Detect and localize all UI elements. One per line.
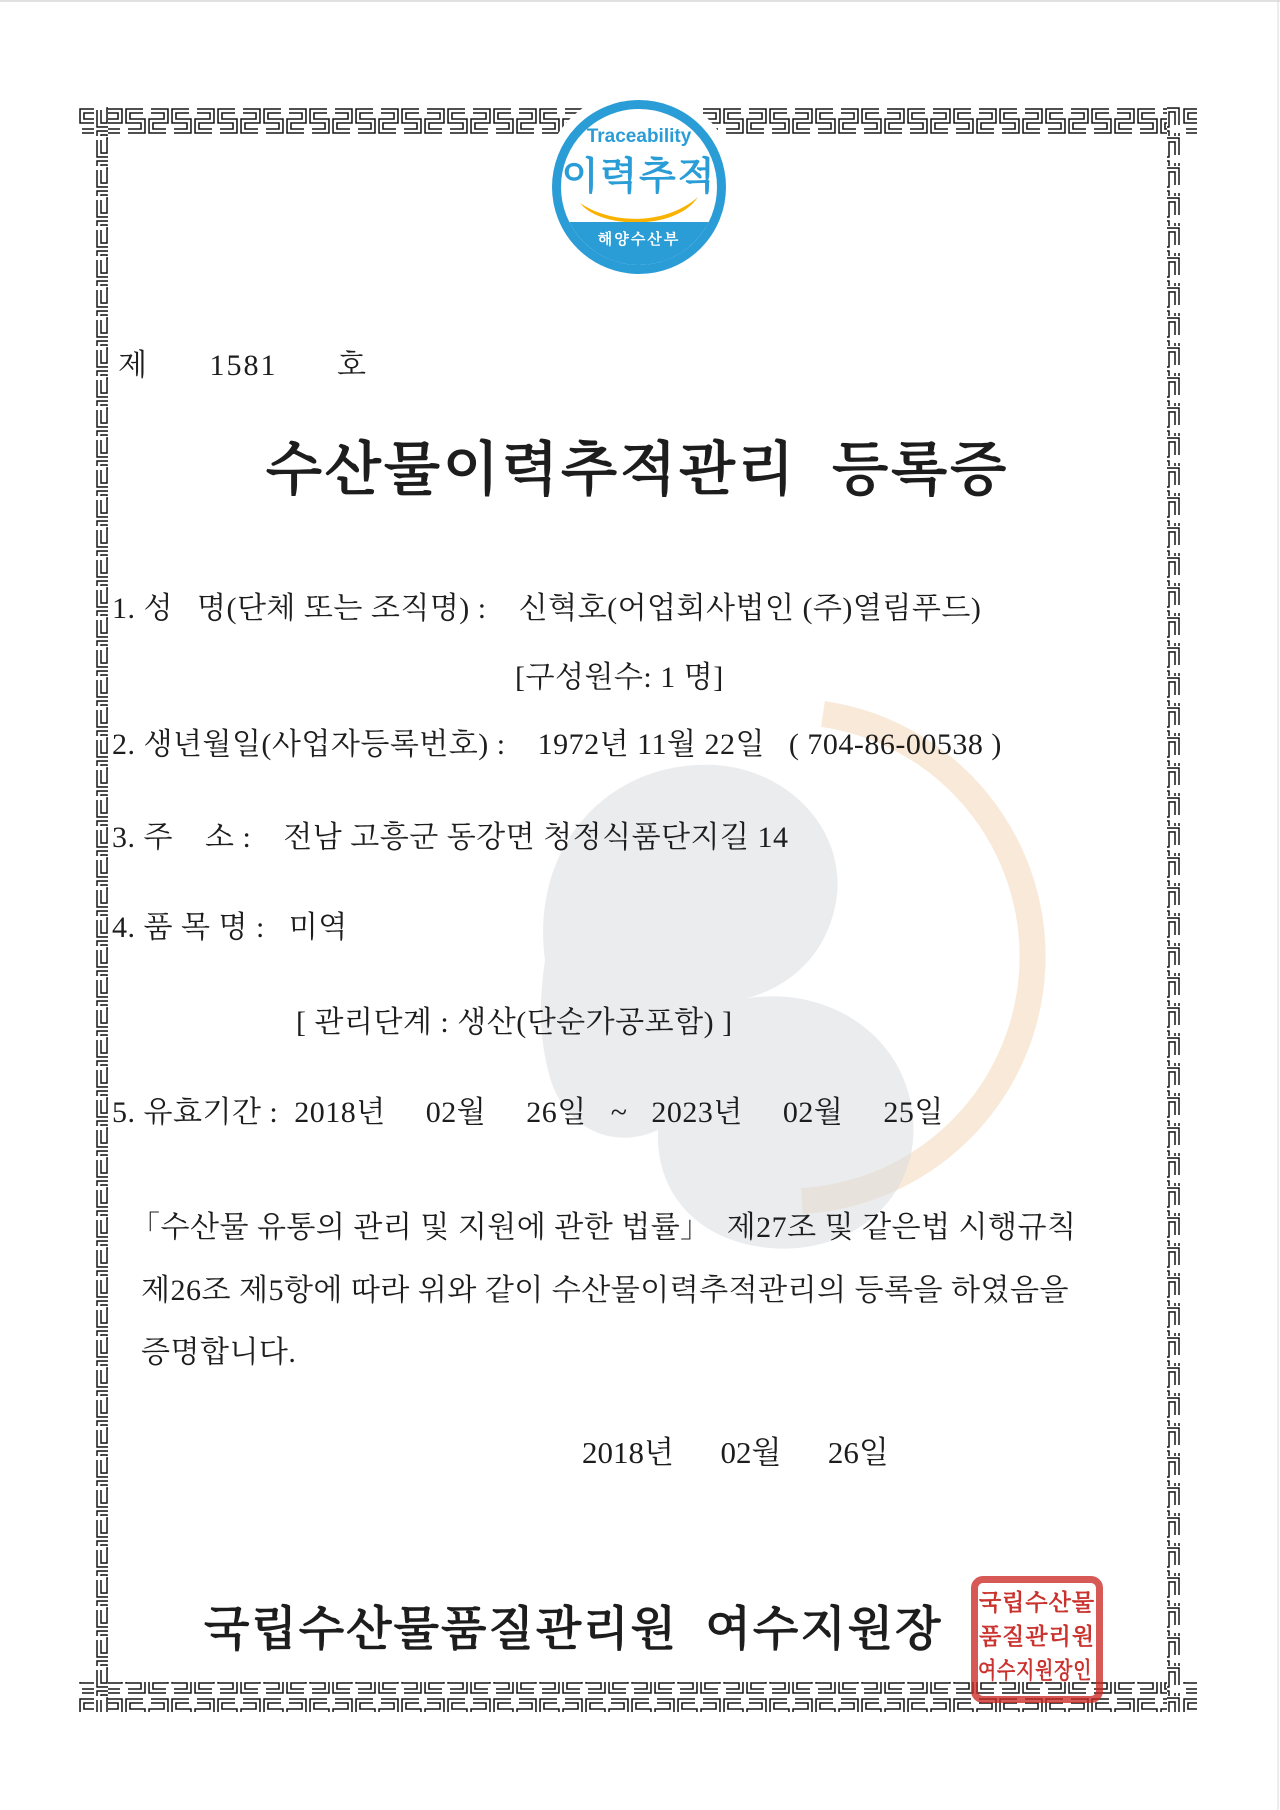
cert-number-line [118, 340, 366, 384]
scan-artifact-right [1277, 0, 1279, 1810]
field-management-stage: [ 관리단계 : 생산(단순가공포함) ] [296, 1006, 733, 1039]
field-item-line: 4. 품 목 명 : 미역 [112, 911, 348, 944]
field-validity-line: 5. 유효기간 : 2018년 02월 26일 ~ 2023년 02월 25일 [112, 1096, 944, 1129]
issuer-name: 국립수산물품질관리원 여수지원장 [204, 1604, 943, 1656]
seal-row-3: 여수지원장인 [978, 1658, 1093, 1683]
official-seal-stamp [971, 1576, 1103, 1703]
field-birth-bizno-line: 2. 생년월일(사업자등록번호) : 1972년 11월 22일 ( 704-86-00538 ) [112, 728, 1002, 761]
field-member-count: [구성원수: 1 명] [515, 661, 724, 694]
logo-traceability-label: Traceability [586, 126, 692, 147]
issue-date: 2018년 02월 26일 [582, 1435, 889, 1470]
cert-number-suffix: 호 [336, 349, 366, 382]
cert-number-value: 1581 [209, 349, 278, 382]
border-right [1167, 106, 1197, 1712]
field-name-line: 1. 성 명(단체 또는 조직명) : 신혁호(어업회사법인 (주)열림푸드) [112, 592, 982, 625]
logo-korean-label: 이력추적 [561, 156, 717, 198]
statement-line-3: 증명합니다. [141, 1336, 297, 1369]
cert-number-prefix: 제 [118, 349, 147, 382]
seal-row-2: 품질관리원 [978, 1624, 1096, 1649]
ministry-band: 해양수산부 [561, 222, 717, 265]
border-left [78, 106, 108, 1712]
seal-row-1: 국립수산물 [978, 1590, 1096, 1615]
statement-line-2: 제26조 제5항에 따라 위와 같이 수산물이력추적관리의 등록을 하였음을 [141, 1274, 1069, 1307]
statement-line-1: 「수산물 유통의 관리 및 지원에 관한 법률」 제27조 및 같은법 시행규칙 [130, 1211, 1077, 1244]
field-address-line: 3. 주 소 : 전남 고흥군 동강면 청정식품단지길 14 [112, 821, 789, 854]
certificate-title: 수산물이력추적관리 등록증 [265, 437, 1010, 502]
scan-artifact-top [0, 0, 1280, 2]
traceability-logo [552, 100, 726, 274]
